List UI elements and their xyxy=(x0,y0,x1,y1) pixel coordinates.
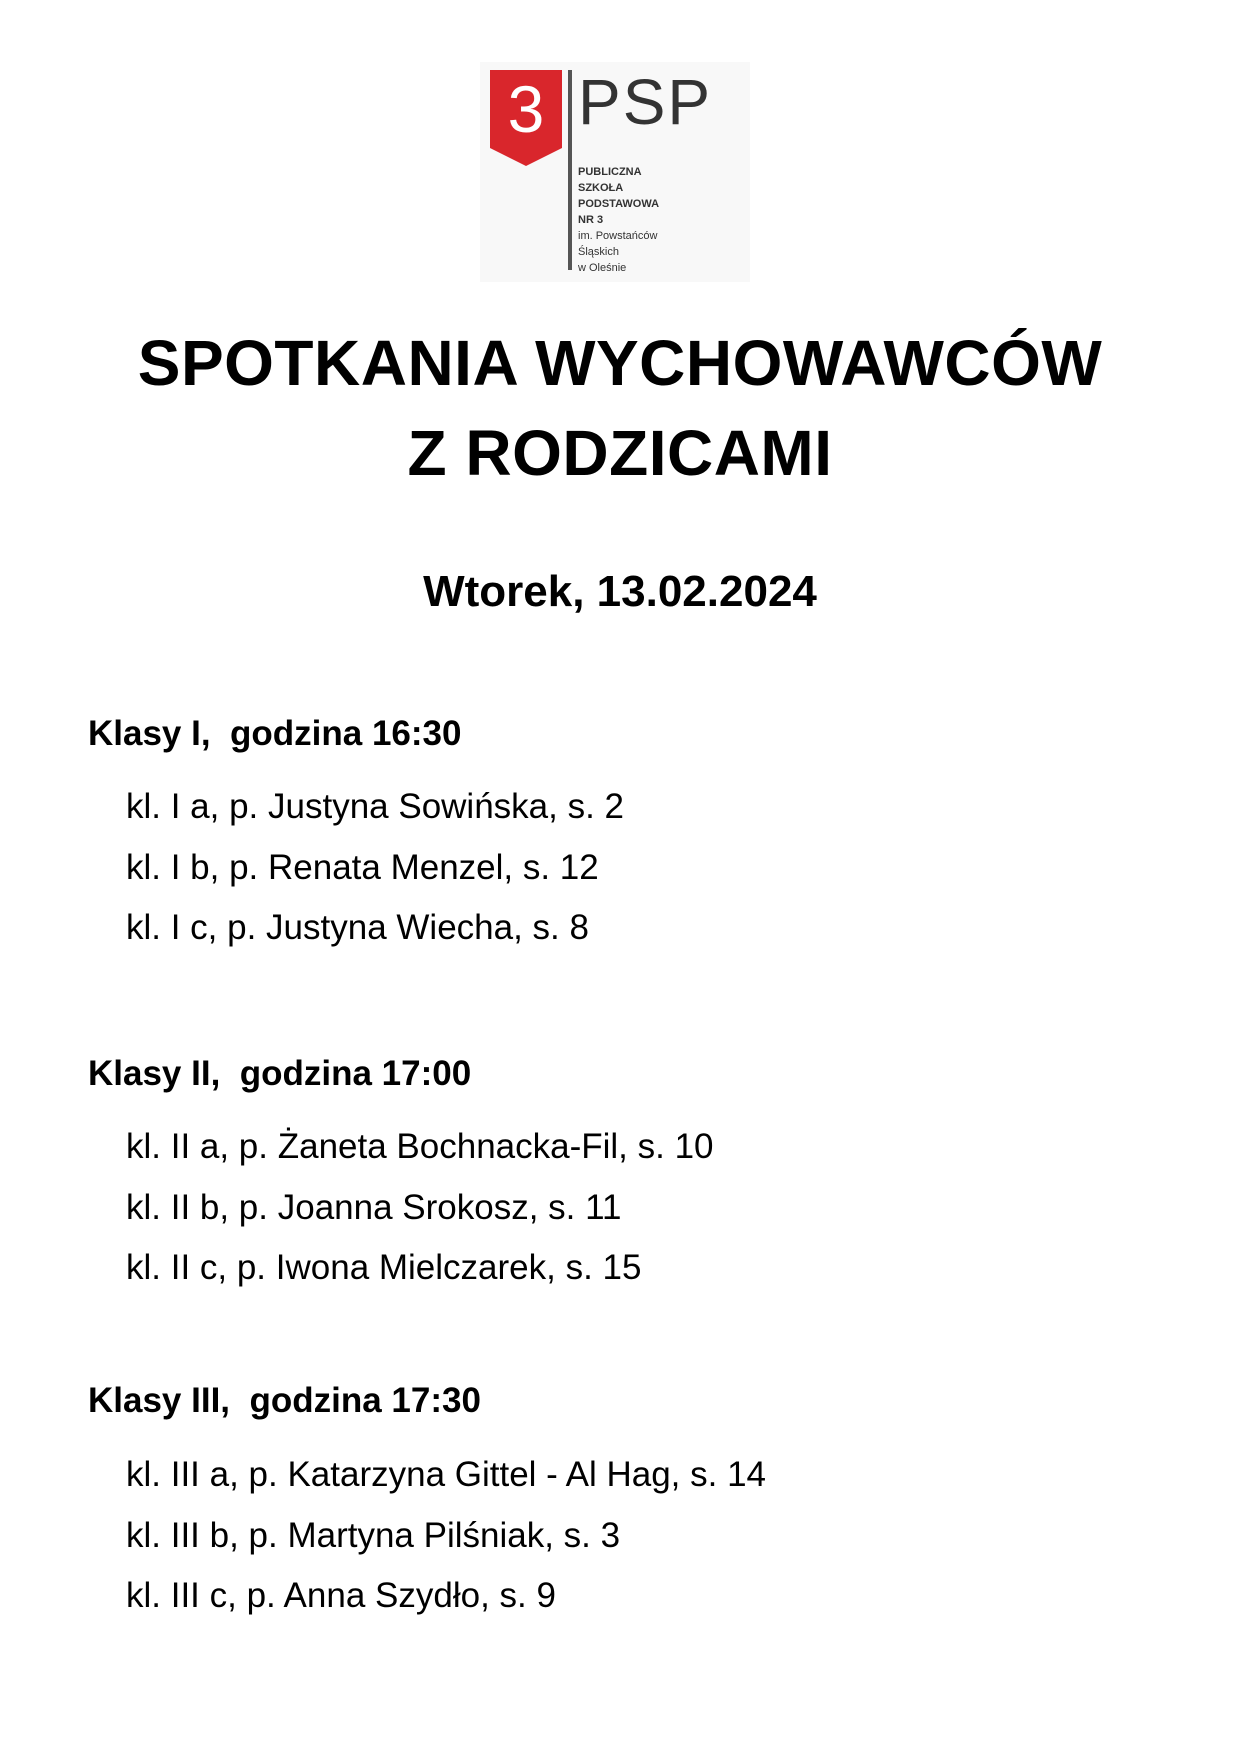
logo-line: PUBLICZNA xyxy=(578,166,642,178)
logo-acronym: PSP xyxy=(578,66,713,138)
class-entry: kl. II b, p. Joanna Srokosz, s. 11 xyxy=(126,1188,622,1227)
school-logo xyxy=(480,62,750,282)
section-heading-klasy-2: Klasy II, godzina 17:00 xyxy=(88,1054,472,1093)
section-heading-klasy-3: Klasy III, godzina 17:30 xyxy=(88,1381,481,1420)
logo-line: Śląskich xyxy=(578,246,619,258)
logo-line: im. Powstańców xyxy=(578,230,658,242)
class-entry: kl. I a, p. Justyna Sowińska, s. 2 xyxy=(126,787,624,826)
meeting-date: Wtorek, 13.02.2024 xyxy=(423,567,817,616)
logo-line: SZKOŁA xyxy=(578,182,624,194)
logo-school-name xyxy=(578,164,659,276)
class-entry: kl. II a, p. Żaneta Bochnacka-Fil, s. 10 xyxy=(126,1127,714,1166)
logo-line: PODSTAWOWA xyxy=(578,198,660,210)
title-line-1: SPOTKANIA WYCHOWAWCÓW xyxy=(137,327,1103,399)
logo-number: 3 xyxy=(507,72,545,146)
class-entry: kl. III b, p. Martyna Pilśniak, s. 3 xyxy=(126,1516,621,1555)
logo-divider xyxy=(568,70,572,270)
class-entry: kl. I b, p. Renata Menzel, s. 12 xyxy=(126,848,599,887)
class-entry: kl. III c, p. Anna Szydło, s. 9 xyxy=(126,1576,556,1615)
logo-line: NR 3 xyxy=(578,214,604,226)
class-entry: kl. II c, p. Iwona Mielczarek, s. 15 xyxy=(126,1248,642,1287)
section-heading-klasy-1: Klasy I, godzina 16:30 xyxy=(88,714,462,753)
page-title xyxy=(0,318,1240,498)
logo-line: w Oleśnie xyxy=(578,262,627,274)
class-entry: kl. I c, p. Justyna Wiecha, s. 8 xyxy=(126,908,589,947)
title-line-2: Z RODZICAMI xyxy=(407,417,833,489)
class-entry: kl. III a, p. Katarzyna Gittel - Al Hag, s. 14 xyxy=(126,1455,766,1494)
